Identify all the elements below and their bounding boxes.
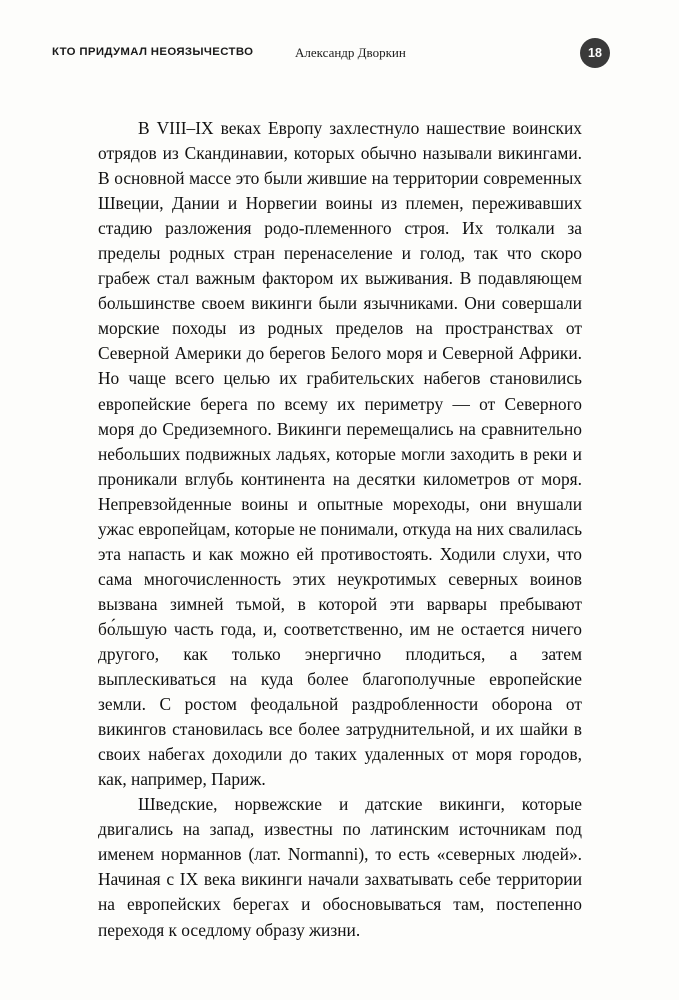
body-text-block xyxy=(98,116,582,943)
author-name: Александр Дворкин xyxy=(295,45,406,60)
page-number-badge: 18 xyxy=(580,38,610,68)
paragraph: Шведские, норвежские и датские викинги, которые двигались на запад, известны по латинским источникам под именем норманнов (лат. Normanni), то есть «северных людей». Начиная с IX века викинги начали захватывать себе территории на европейских берегах и обосновываться там, постепенно переходя к оседлому образу жизни. xyxy=(98,794,582,940)
running-head xyxy=(0,44,679,74)
book-title: КТО ПРИДУМАЛ НЕОЯЗЫЧЕСТВО xyxy=(52,46,254,58)
paragraph: В VIII–IX веках Европу захлестнуло нашествие воинских отрядов из Скандинавии, которых обычно называли викингами. В основной массе это были жившие на территории современных Швеции, Дании и Норвегии воины из племен, переживавших стадию разложения родо-племенного строя. Их толкали за пределы родных стран перенаселение и голод, так что скоро грабеж стал важным фактором их выживания. В подавляющем большинстве своем викинги были язычниками. Они совершали морские походы из родных пределов на пространствах от Северной Америки до берегов Белого моря и Северной Африки. Но чаще всего целью их грабительских набегов становились европейские берега по всему их периметру — от Северного моря до Средиземного. Викинги перемещались на сравнительно небольших подвижных ладьях, которые могли заходить в реки и проникали вглубь континента на десятки километров от моря. Непревзойденные воины и опытные мореходы, они внушали ужас европейцам, которые не понимали, откуда на них свалилась эта напасть и как можно ей противостоять. Ходили слухи, что сама многочисленность этих неукротимых северных воинов вызвана зимней тьмой, в которой эти варвары пребывают бо́льшую часть года, и, соответственно, им не остается ничего другого, как только энергично плодиться, а затем выплескиваться на куда более благополучные европейские земли. С ростом феодальной раздробленности оборона от викингов становилась все более затруднительной, и их шайки в своих набегах доходили до таких удаленных от моря городов, как, например, Париж. xyxy=(98,118,582,790)
